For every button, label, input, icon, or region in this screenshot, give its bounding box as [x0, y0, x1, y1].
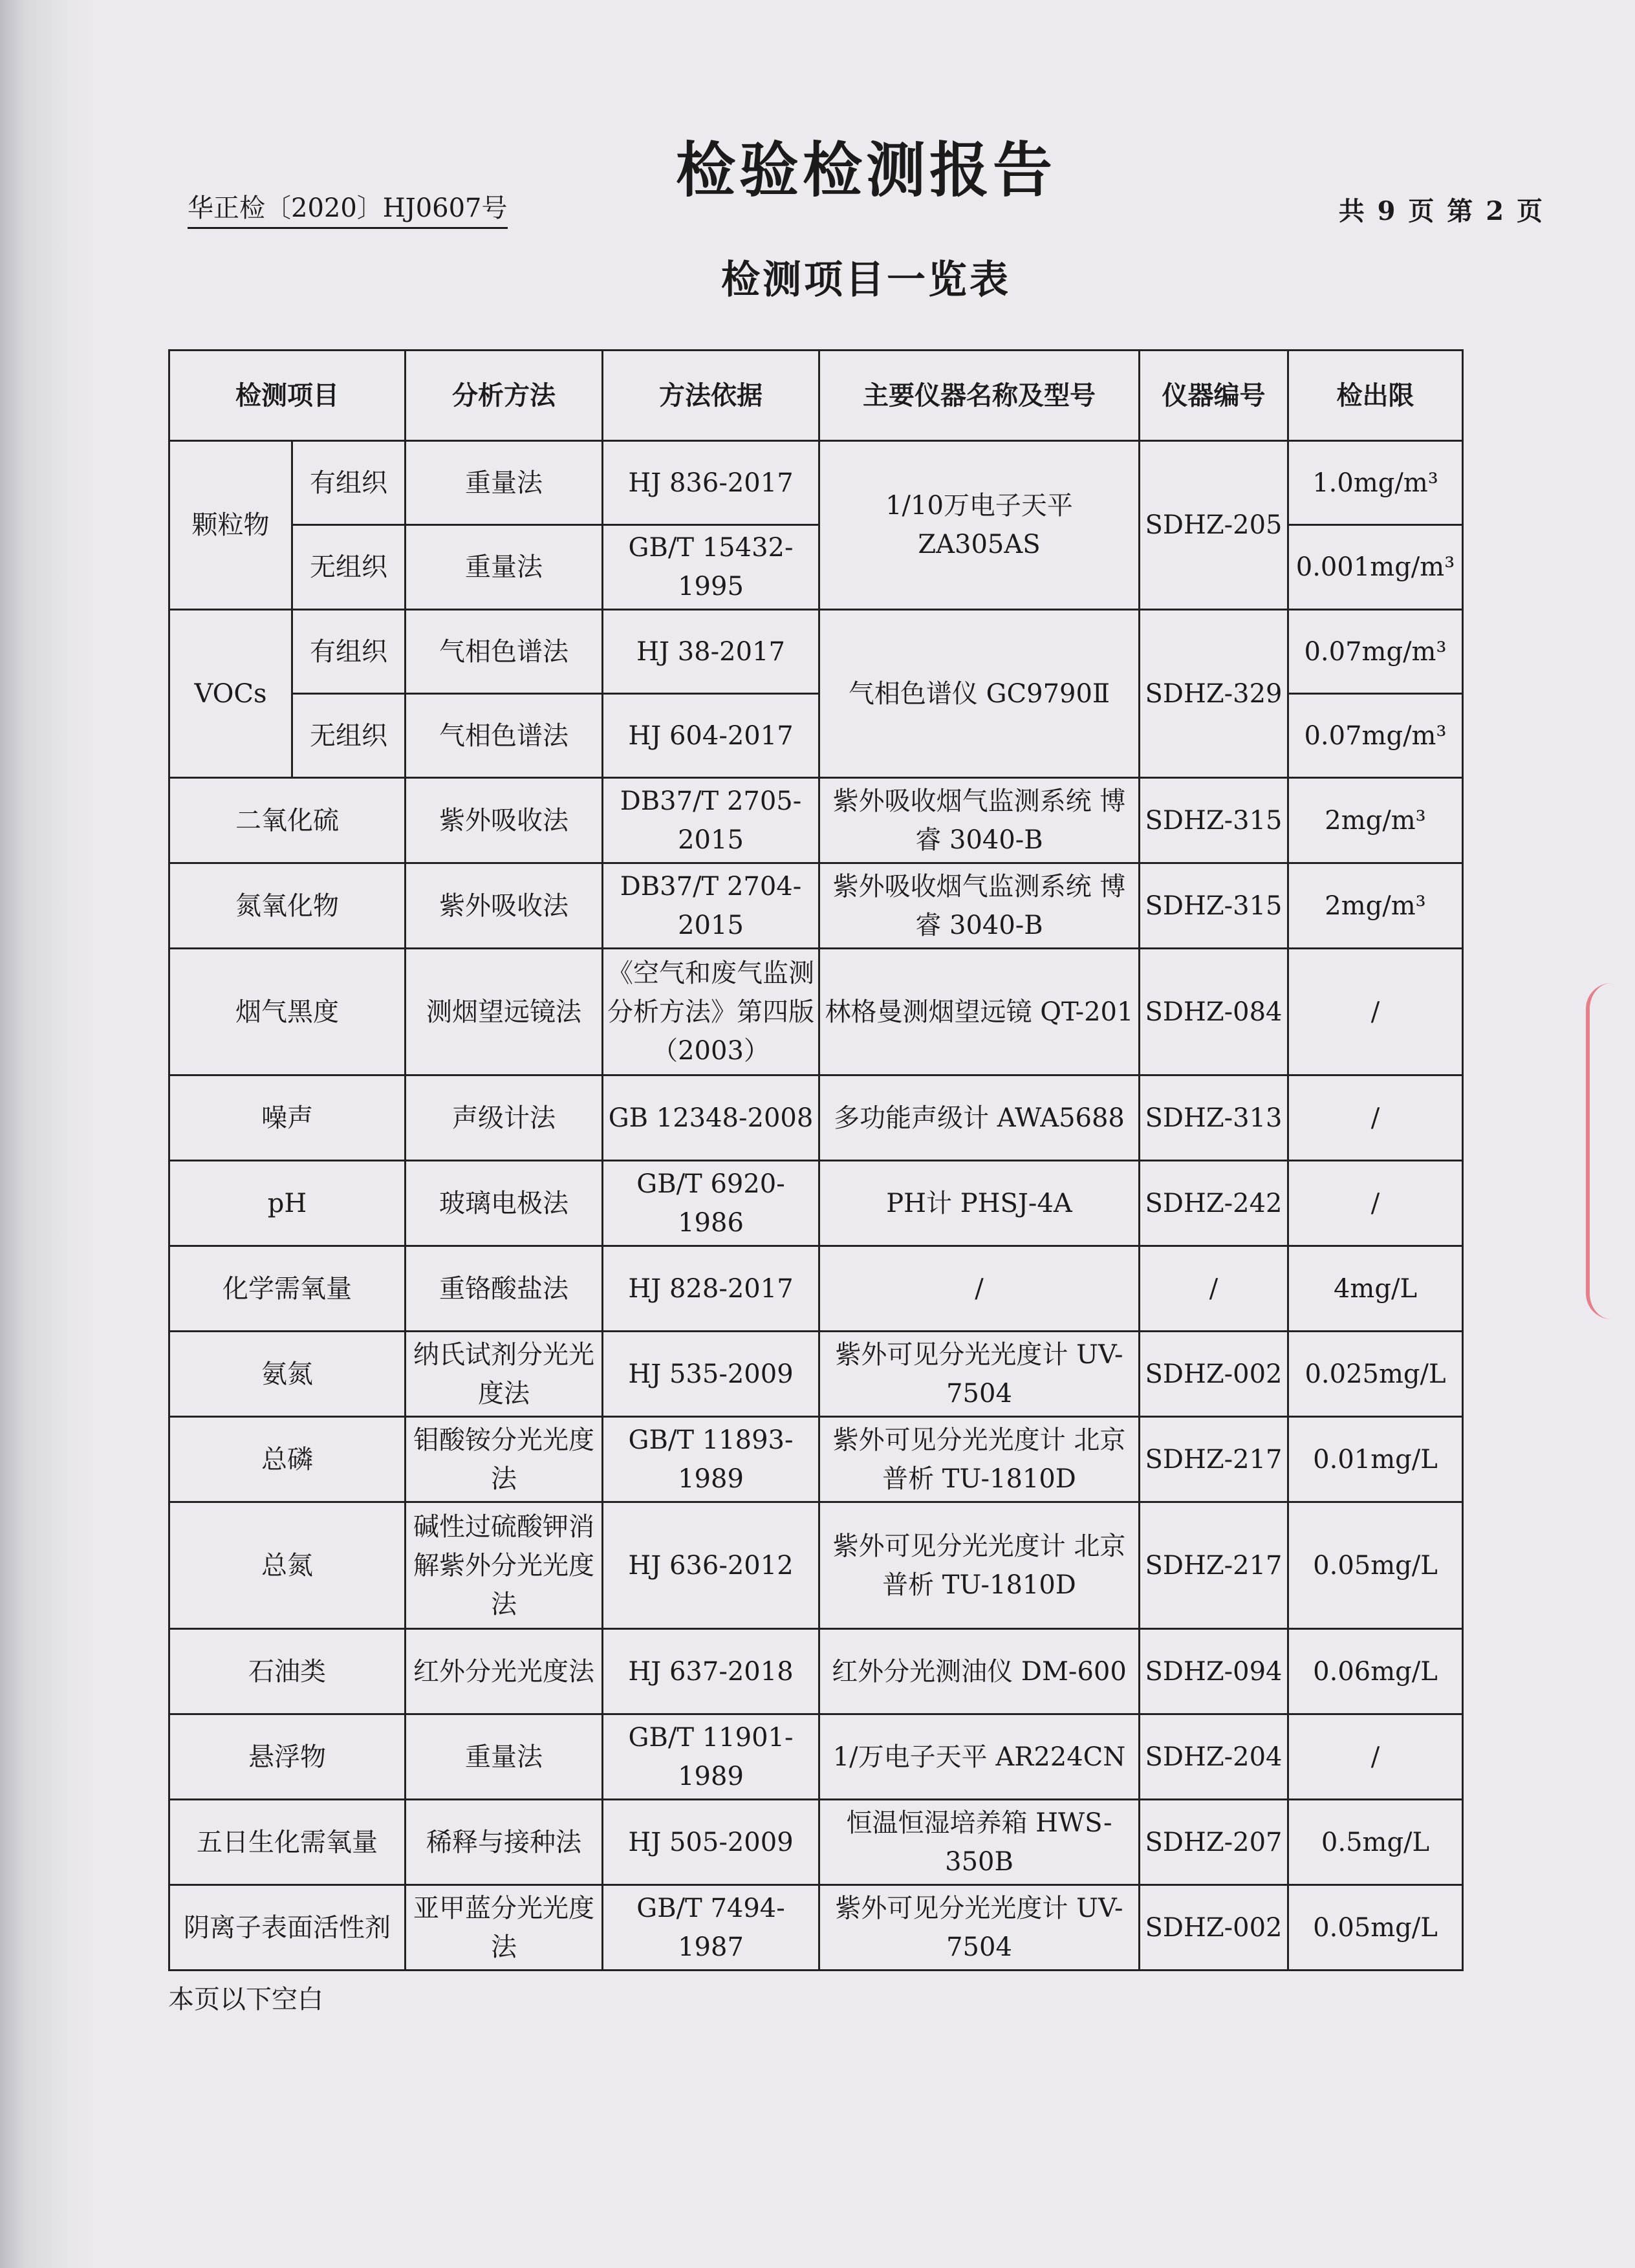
- table-row: [169, 778, 1463, 863]
- basis-cell: GB/T 6920-1986: [603, 1161, 819, 1246]
- code-cell: SDHZ-207: [1140, 1800, 1288, 1885]
- table-row: [169, 610, 1463, 694]
- code-cell: /: [1140, 1246, 1288, 1332]
- limit-cell: 0.025mg/L: [1288, 1332, 1463, 1417]
- method-cell: 碱性过硫酸钾消解紫外分光光度法: [406, 1502, 603, 1629]
- code-cell: SDHZ-329: [1140, 610, 1288, 778]
- code-cell: SDHZ-315: [1140, 778, 1288, 863]
- method-cell: 重量法: [406, 1714, 603, 1800]
- code-cell: SDHZ-002: [1140, 1885, 1288, 1971]
- item-cell: 氮氧化物: [169, 863, 406, 949]
- method-cell: 气相色谱法: [406, 694, 603, 778]
- basis-cell: GB 12348-2008: [603, 1075, 819, 1161]
- code-cell: SDHZ-084: [1140, 949, 1288, 1075]
- basis-cell: DB37/T 2705-2015: [603, 778, 819, 863]
- code-cell: SDHZ-094: [1140, 1629, 1288, 1714]
- item-cell: VOCs: [169, 610, 292, 778]
- basis-cell: DB37/T 2704-2015: [603, 863, 819, 949]
- items-table-container: [168, 349, 1462, 1971]
- report-page: [97, 0, 1635, 2268]
- instrument-cell: 1/万电子天平 AR224CN: [819, 1714, 1140, 1800]
- limit-cell: 0.05mg/L: [1288, 1885, 1463, 1971]
- limit-cell: 0.06mg/L: [1288, 1629, 1463, 1714]
- table-row: [169, 1417, 1463, 1502]
- basis-cell: HJ 637-2018: [603, 1629, 819, 1714]
- item-cell: 化学需氧量: [169, 1246, 406, 1332]
- limit-cell: 2mg/m³: [1288, 863, 1463, 949]
- detection-items-table: [168, 349, 1464, 1971]
- column-header: 方法依据: [603, 351, 819, 441]
- item-cell: 悬浮物: [169, 1714, 406, 1800]
- table-row: [169, 1246, 1463, 1332]
- column-header: 主要仪器名称及型号: [819, 351, 1140, 441]
- limit-cell: 0.07mg/m³: [1288, 610, 1463, 694]
- code-cell: SDHZ-217: [1140, 1502, 1288, 1629]
- basis-cell: GB/T 7494-1987: [603, 1885, 819, 1971]
- instrument-cell: 紫外吸收烟气监测系统 博睿 3040-B: [819, 863, 1140, 949]
- method-cell: 重量法: [406, 525, 603, 610]
- code-cell: SDHZ-002: [1140, 1332, 1288, 1417]
- method-cell: 紫外吸收法: [406, 863, 603, 949]
- item-cell: 阴离子表面活性剂: [169, 1885, 406, 1971]
- instrument-cell: /: [819, 1246, 1140, 1332]
- table-title: 检测项目一览表: [721, 257, 1011, 303]
- method-cell: 稀释与接种法: [406, 1800, 603, 1885]
- column-header: 分析方法: [406, 351, 603, 441]
- instrument-cell: 紫外可见分光光度计 北京普析 TU-1810D: [819, 1502, 1140, 1629]
- method-cell: 声级计法: [406, 1075, 603, 1161]
- blank-below-note: 本页以下空白: [168, 1985, 323, 2014]
- basis-cell: HJ 38-2017: [603, 610, 819, 694]
- basis-cell: HJ 836-2017: [603, 441, 819, 525]
- table-row: [169, 1714, 1463, 1800]
- method-cell: 红外分光光度法: [406, 1629, 603, 1714]
- basis-cell: GB/T 11893-1989: [603, 1417, 819, 1502]
- column-header: 检测项目: [169, 351, 406, 441]
- sub-item-cell: 有组织: [292, 610, 406, 694]
- instrument-cell: 紫外可见分光光度计 UV-7504: [819, 1885, 1140, 1971]
- method-cell: 纳氏试剂分光光度法: [406, 1332, 603, 1417]
- instrument-cell: 紫外可见分光光度计 北京普析 TU-1810D: [819, 1417, 1140, 1502]
- item-cell: 石油类: [169, 1629, 406, 1714]
- binding-shadow: [0, 0, 97, 2268]
- instrument-cell: 1/10万电子天平 ZA305AS: [819, 441, 1140, 610]
- table-row: [169, 1502, 1463, 1629]
- basis-cell: GB/T 11901-1989: [603, 1714, 819, 1800]
- report-number: 华正检〔2020〕HJ0607号: [188, 188, 508, 229]
- instrument-cell: 紫外吸收烟气监测系统 博睿 3040-B: [819, 778, 1140, 863]
- page-indicator: 共 9 页 第 2 页: [1338, 196, 1544, 226]
- column-header: 检出限: [1288, 351, 1463, 441]
- sub-item-cell: 无组织: [292, 525, 406, 610]
- item-cell: 五日生化需氧量: [169, 1800, 406, 1885]
- method-cell: 重量法: [406, 441, 603, 525]
- partial-seal-mark: [1586, 983, 1635, 1319]
- table-row: [169, 1800, 1463, 1885]
- basis-cell: HJ 535-2009: [603, 1332, 819, 1417]
- instrument-cell: 气相色谱仪 GC9790Ⅱ: [819, 610, 1140, 778]
- table-header-row: [169, 351, 1463, 441]
- method-cell: 测烟望远镜法: [406, 949, 603, 1075]
- instrument-cell: 红外分光测油仪 DM-600: [819, 1629, 1140, 1714]
- limit-cell: 0.5mg/L: [1288, 1800, 1463, 1885]
- code-cell: SDHZ-217: [1140, 1417, 1288, 1502]
- sub-item-cell: 有组织: [292, 441, 406, 525]
- instrument-cell: PH计 PHSJ-4A: [819, 1161, 1140, 1246]
- table-row: [169, 863, 1463, 949]
- code-cell: SDHZ-313: [1140, 1075, 1288, 1161]
- method-cell: 气相色谱法: [406, 610, 603, 694]
- limit-cell: /: [1288, 1714, 1463, 1800]
- code-cell: SDHZ-242: [1140, 1161, 1288, 1246]
- item-cell: 二氧化硫: [169, 778, 406, 863]
- table-row: [169, 1885, 1463, 1971]
- limit-cell: 0.05mg/L: [1288, 1502, 1463, 1629]
- instrument-cell: 紫外可见分光光度计 UV-7504: [819, 1332, 1140, 1417]
- method-cell: 亚甲蓝分光光度法: [406, 1885, 603, 1971]
- instrument-cell: 恒温恒湿培养箱 HWS-350B: [819, 1800, 1140, 1885]
- limit-cell: 0.01mg/L: [1288, 1417, 1463, 1502]
- instrument-cell: 多功能声级计 AWA5688: [819, 1075, 1140, 1161]
- code-cell: SDHZ-205: [1140, 441, 1288, 610]
- limit-cell: /: [1288, 1075, 1463, 1161]
- code-cell: SDHZ-204: [1140, 1714, 1288, 1800]
- sub-item-cell: 无组织: [292, 694, 406, 778]
- item-cell: pH: [169, 1161, 406, 1246]
- limit-cell: /: [1288, 1161, 1463, 1246]
- column-header: 仪器编号: [1140, 351, 1288, 441]
- table-row: [169, 1161, 1463, 1246]
- limit-cell: 4mg/L: [1288, 1246, 1463, 1332]
- instrument-cell: 林格曼测烟望远镜 QT-201: [819, 949, 1140, 1075]
- item-cell: 氨氮: [169, 1332, 406, 1417]
- basis-cell: 《空气和废气监测分析方法》第四版（2003）: [603, 949, 819, 1075]
- code-cell: SDHZ-315: [1140, 863, 1288, 949]
- item-cell: 烟气黑度: [169, 949, 406, 1075]
- basis-cell: HJ 828-2017: [603, 1246, 819, 1332]
- limit-cell: 0.07mg/m³: [1288, 694, 1463, 778]
- table-row: [169, 1332, 1463, 1417]
- item-cell: 噪声: [169, 1075, 406, 1161]
- limit-cell: /: [1288, 949, 1463, 1075]
- table-row: [169, 949, 1463, 1075]
- item-cell: 颗粒物: [169, 441, 292, 610]
- basis-cell: HJ 505-2009: [603, 1800, 819, 1885]
- limit-cell: 1.0mg/m³: [1288, 441, 1463, 525]
- limit-cell: 0.001mg/m³: [1288, 525, 1463, 610]
- method-cell: 玻璃电极法: [406, 1161, 603, 1246]
- item-cell: 总磷: [169, 1417, 406, 1502]
- method-cell: 紫外吸收法: [406, 778, 603, 863]
- basis-cell: HJ 604-2017: [603, 694, 819, 778]
- table-row: [169, 1629, 1463, 1714]
- limit-cell: 2mg/m³: [1288, 778, 1463, 863]
- method-cell: 钼酸铵分光光度法: [406, 1417, 603, 1502]
- report-title: 检验检测报告: [675, 135, 1056, 205]
- basis-cell: HJ 636-2012: [603, 1502, 819, 1629]
- basis-cell: GB/T 15432-1995: [603, 525, 819, 610]
- item-cell: 总氮: [169, 1502, 406, 1629]
- table-row: [169, 441, 1463, 525]
- method-cell: 重铬酸盐法: [406, 1246, 603, 1332]
- table-row: [169, 1075, 1463, 1161]
